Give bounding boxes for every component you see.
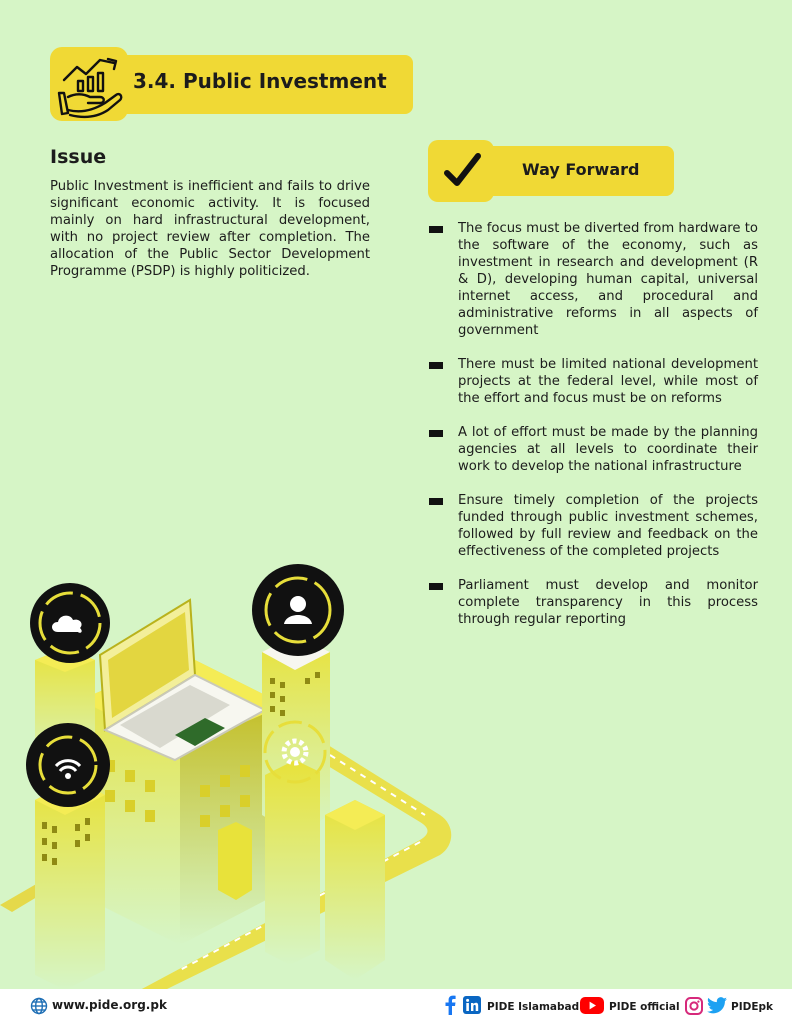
list-item	[428, 492, 758, 560]
bullet-icon	[429, 498, 443, 505]
way-forward-list	[428, 220, 758, 628]
section-title: 3.4. Public Investment	[133, 69, 387, 93]
list-item-text: There must be limited national development projects at the federal level, while most of the effort and focus must be on reforms	[458, 357, 758, 406]
smart-city-illustration	[0, 560, 470, 990]
globe-icon	[30, 997, 48, 1019]
list-item	[428, 424, 758, 475]
way-forward-header	[428, 140, 674, 202]
list-item-text: The focus must be diverted from hardware to the software of the economy, such as investment in research and development (R & D), developing human capital, universal internet access, and procedural and administrative reforms in all aspects of government	[458, 221, 758, 338]
list-item-text: A lot of effort must be made by the planning agencies at all levels to coordinate their work to develop the national infrastructure	[458, 425, 758, 474]
growth-chart-hand-icon	[50, 47, 128, 121]
issue-text: Public Investment is inefficient and fails to drive significant economic activity. It is focused mainly on hard infrastructural development, with no project review after completion. The allocation of the Public Sector Development Programme (PSDP) is highly politicized.	[50, 179, 370, 279]
youtube-handle[interactable]: PIDE official	[609, 1001, 680, 1013]
instagram-twitter-handle[interactable]: PIDEpk	[731, 1001, 773, 1013]
list-item-text: Parliament must develop and monitor complete transparency in this process through regular reporting	[458, 578, 758, 627]
linkedin-icon[interactable]	[463, 996, 481, 1018]
youtube-icon[interactable]	[580, 997, 604, 1018]
list-item-text: Ensure timely completion of the projects funded through public investment schemes, followed by full review and feedback on the effectiveness of the completed projects	[458, 493, 758, 559]
bullet-icon	[429, 362, 443, 369]
section-header	[50, 47, 413, 121]
list-item	[428, 577, 758, 628]
website-link[interactable]: www.pide.org.pk	[52, 998, 167, 1012]
bullet-icon	[429, 226, 443, 233]
list-item	[428, 220, 758, 339]
facebook-icon[interactable]	[444, 995, 456, 1019]
checkmark-icon	[428, 140, 494, 202]
issue-heading: Issue	[50, 146, 107, 168]
twitter-icon[interactable]	[707, 997, 727, 1018]
linkedin-facebook-handle[interactable]: PIDE Islamabad	[487, 1001, 580, 1013]
footer	[0, 989, 792, 1024]
instagram-icon[interactable]	[685, 997, 703, 1019]
list-item	[428, 356, 758, 407]
way-forward-title: Way Forward	[522, 160, 640, 179]
bullet-icon	[429, 430, 443, 437]
